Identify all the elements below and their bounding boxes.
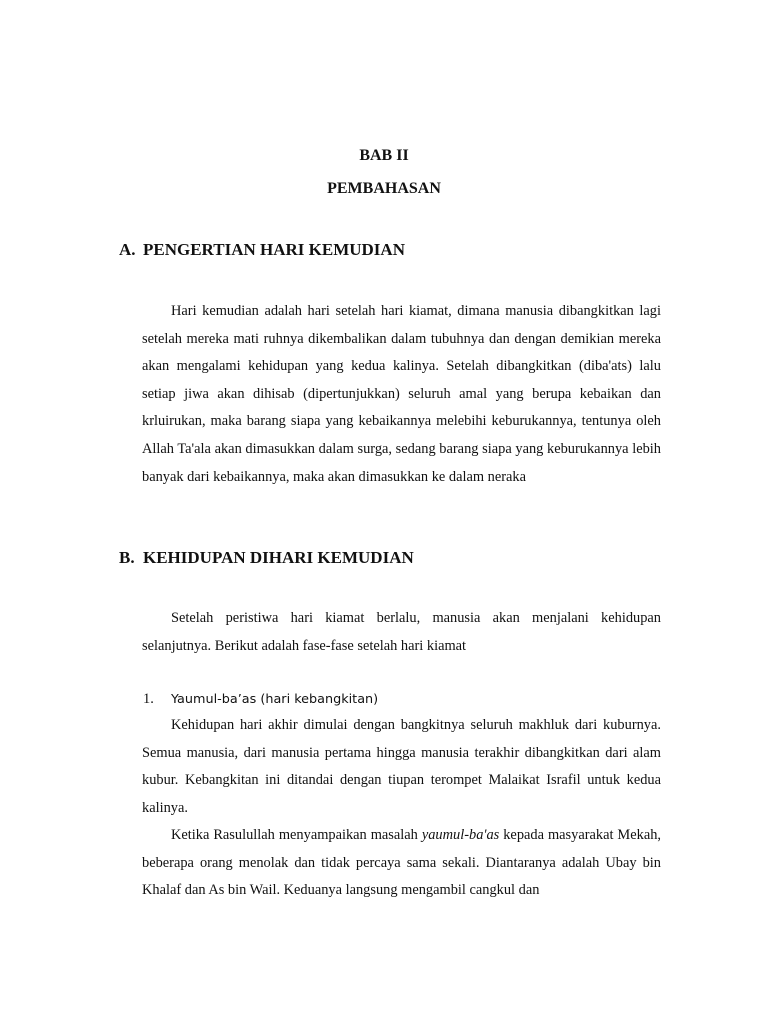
section-b-letter: B.: [119, 548, 135, 567]
section-a-paragraph: Hari kemudian adalah hari setelah hari kiamat, dimana manusia dibangkitkan lagi setelah mereka mati ruhnya dikembalikan dalam tubuhnya dan dengan demikian mereka akan mengalami kehidupan yang kedua kalinya. Setelah dibangkitkan (diba'ats) lalu setiap jiwa akan dihisab (dipertunjukkan) seluruh amal yang berupa kebaikan dan krluirukan, maka barang siapa yang kebaikannya melebihi keburukannya, tentunya oleh Allah Ta'ala akan dimasukkan dalam surga, sedang barang siapa yang keburukannya lebih banyak dari kebaikannya, maka akan dimasukkan ke dalam neraka: [142, 303, 661, 485]
section-a-heading: [119, 239, 405, 261]
list-item-1-paragraph-2: [142, 822, 661, 905]
chapter-label: BAB II: [359, 147, 409, 164]
paragraph-2-italic-term: yaumul-ba'as: [421, 827, 500, 843]
section-a-letter: A.: [119, 240, 136, 259]
paragraph-2-text-end: kepada masyarakat Mekah, beberapa orang menolak dan tidak percaya sama sekali. Diantaranya adalah Ubay bin Khalaf dan As bin Wail. Keduanya langsung mengambil cangkul dan: [142, 827, 661, 899]
section-a-title: PENGERTIAN HARI KEMUDIAN: [143, 240, 405, 259]
section-b-title: KEHIDUPAN DIHARI KEMUDIAN: [143, 548, 414, 567]
paragraph-2-text-start: Ketika Rasulullah menyampaikan masalah: [171, 827, 422, 843]
list-item-number: 1.: [143, 691, 154, 707]
list-item-1-heading: [143, 689, 378, 710]
list-item-1-paragraph-1: Kehidupan hari akhir dimulai dengan bangkitnya seluruh makhluk dari kuburnya. Semua manusia, dari manusia pertama hingga manusia terakhir dibangkitkan dari alam kubur. Kebangkitan ini ditandai dengan tiupan terompet Malaikat Israfil untuk kedua kalinya.: [142, 717, 661, 816]
list-item-title: Yaumul-ba’as (hari kebangkitan): [171, 692, 379, 707]
chapter-title: PEMBAHASAN: [327, 180, 441, 197]
section-b-intro: Setelah peristiwa hari kiamat berlalu, manusia akan menjalani kehidupan selanjutnya. Berikut adalah fase-fase setelah hari kiamat: [142, 610, 661, 654]
section-b-heading: [119, 547, 414, 569]
